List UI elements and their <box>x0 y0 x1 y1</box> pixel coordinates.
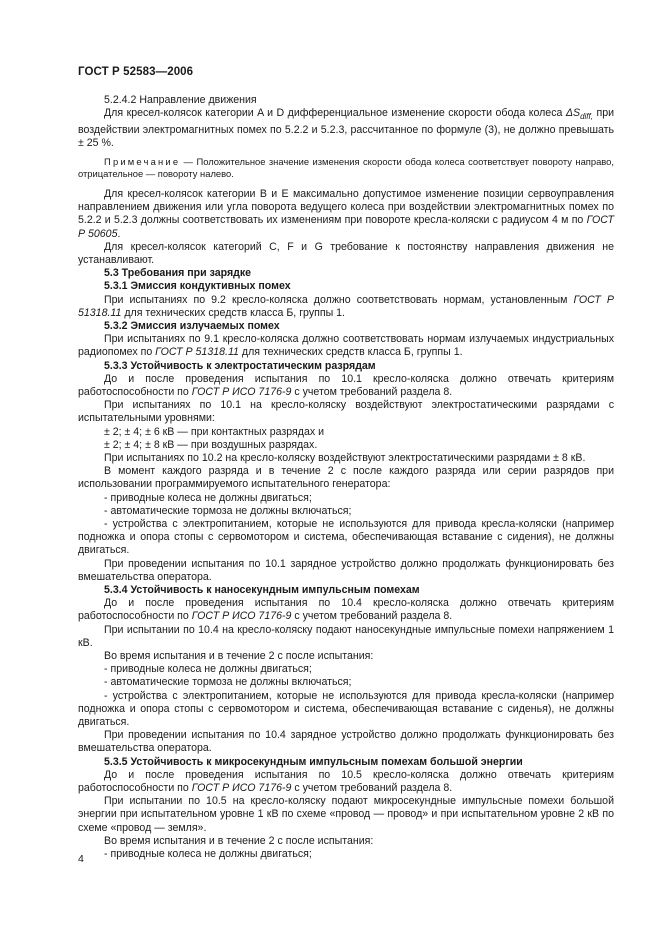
paragraph <box>78 188 614 241</box>
paragraph: При проведении испытания по 10.4 зарядное устройство должно продолжать функционировать без вмешательства оператора. <box>78 729 614 755</box>
paragraph <box>78 373 614 399</box>
text-run: с учетом требований раздела 8. <box>291 385 453 398</box>
paragraph: При испытании по 10.5 на кресло-коляску подают микросекундные импульсные помехи большой энергии при испытательном уровне 1 кВ по схеме «провод — провод» и при испытательном уровне 2 кВ по схеме «провод — земля». <box>78 795 614 834</box>
note <box>78 156 614 180</box>
text-run: для технических средств класса Б, группы 1. <box>238 346 463 359</box>
list-item: - автоматические тормоза не должны включаться; <box>104 504 352 517</box>
standard-reference: ГОСТ Р 50605 <box>78 214 614 240</box>
section-heading: 5.3 Требования при зарядке <box>104 267 252 280</box>
paragraph <box>78 107 614 150</box>
standard-reference: ГОСТ Р 51318.11 <box>78 293 614 319</box>
section-heading: 5.3.2 Эмиссия излучаемых помех <box>104 319 280 332</box>
text-run: с учетом требований раздела 8. <box>291 610 453 623</box>
paragraph <box>78 769 614 795</box>
standard-reference: ГОСТ Р ИСО 7176-9 <box>191 610 292 623</box>
text-run: При испытаниях по 9.1 кресло-коляска должно соответствовать нормам излучаемых индустриальных радиопомех по <box>78 333 614 359</box>
list-item: - приводные колеса не должны двигаться; <box>104 848 312 861</box>
note-text: — Положительное значение изменения скорости обода колеса соответствует повороту направо, отрицательное — повороту налево. <box>78 155 614 179</box>
paragraph: Во время испытания и в течение 2 с после испытания: <box>104 650 374 663</box>
note-label: Примечание <box>104 155 181 167</box>
list-item: - приводные колеса не должны двигаться; <box>104 491 312 504</box>
text-run: при воздействии электромагнитных помех по 5.2.2 и 5.2.3, рассчитанное по формуле (3), не должно превышать ± 25 %. <box>78 107 614 149</box>
paragraph: Во время испытания и в течение 2 с после испытания: <box>104 834 374 847</box>
section-heading: 5.3.3 Устойчивость к электростатическим разрядам <box>104 359 376 372</box>
text-run: До и после проведения испытания по 10.5 кресло-коляска должно отвечать критериям работоспособности по <box>78 768 614 795</box>
section-heading: 5.2.4.2 Направление движения <box>104 94 257 106</box>
paragraph <box>78 294 614 320</box>
list-item: ± 2; ± 4; ± 8 кВ — при воздушных разрядах. <box>104 438 318 451</box>
list-item: - автоматические тормоза не должны включаться; <box>104 676 352 689</box>
list-item: - устройства с электропитанием, которые не используются для привода кресла-коляски (например подножка и опора стопы с сервомотором и система, обеспечивающая вставание с сиденья), не должны двигаться. <box>78 689 614 729</box>
symbol-subscript: diff, <box>580 112 593 122</box>
text-run: До и после проведения испытания по 10.1 кресло-коляска должно отвечать критериям работоспособности по <box>78 372 614 398</box>
list-item: ± 2; ± 4; ± 6 кВ — при контактных разрядах и <box>104 425 325 438</box>
document-body <box>78 94 614 861</box>
paragraph <box>78 333 614 359</box>
text-run: Для кресел-колясок категории B и E максимально допустимое изменение позиции сервоуправления направлением движения или угла поворота ведущего колеса при воздействии электромагнитных помех по 5.2.2 и 5.2.3 должны соответствовать их изменениям при повороте кресла-коляски с радиусом 4 м по <box>78 187 614 227</box>
paragraph: При проведении испытания по 10.1 зарядное устройство должно продолжать функционировать без вмешательства оператора. <box>78 557 614 583</box>
text-run: для технических средств класса Б, группы 1. <box>121 306 345 319</box>
text-run: . <box>117 227 121 240</box>
text-run: с учетом требований раздела 8. <box>291 782 453 795</box>
text-run: При испытаниях по 9.2 кресло-коляска должно соответствовать нормам, установленным <box>104 293 574 306</box>
text-run: До и после проведения испытания по 10.4 кресло-коляска должно отвечать критериям работоспособности по <box>78 597 614 623</box>
page-number: 4 <box>78 853 84 865</box>
standard-reference: ГОСТ Р ИСО 7176-9 <box>191 782 292 795</box>
section-heading: 5.3.1 Эмиссия кондуктивных помех <box>104 280 291 293</box>
section-heading: 5.3.4 Устойчивость к наносекундным импульсным помехам <box>104 584 420 597</box>
symbol: ΔS <box>565 107 581 120</box>
paragraph: При испытании по 10.4 на кресло-коляску подают наносекундные импульсные помехи напряжением 1 кВ. <box>78 623 614 649</box>
paragraph: При испытаниях по 10.1 на кресло-коляску воздействуют электростатическими разрядами с испытательными уровнями: <box>78 399 614 425</box>
paragraph: Для кресел-колясок категорий C, F и G требование к постоянству направления движения не устанавливают. <box>78 240 614 266</box>
standard-reference: ГОСТ Р ИСО 7176-9 <box>191 385 292 398</box>
text-run: Для кресел-колясок категории A и D дифференциальное изменение скорости обода колеса <box>104 107 566 120</box>
standard-reference: ГОСТ Р 51318.11 <box>155 346 239 359</box>
list-item: - приводные колеса не должны двигаться; <box>104 663 312 676</box>
paragraph: При испытаниях по 10.2 на кресло-коляску воздействуют электростатическими разрядами ± 8 кВ. <box>104 451 586 464</box>
document-header: ГОСТ Р 52583—2006 <box>78 66 194 78</box>
list-item: - устройства с электропитанием, которые не используются для привода кресла-коляски (например подножка и опора стопы с сервомотором и система, обеспечивающая вставание с сидения), не должны двигаться. <box>78 518 614 557</box>
paragraph <box>78 597 614 623</box>
paragraph: В момент каждого разряда и в течение 2 с после каждого разряда или серии разрядов при использовании программируемого испытательного генератора: <box>78 465 614 491</box>
section-heading: 5.3.5 Устойчивость к микросекундным импульсным помехам большой энергии <box>104 755 523 768</box>
